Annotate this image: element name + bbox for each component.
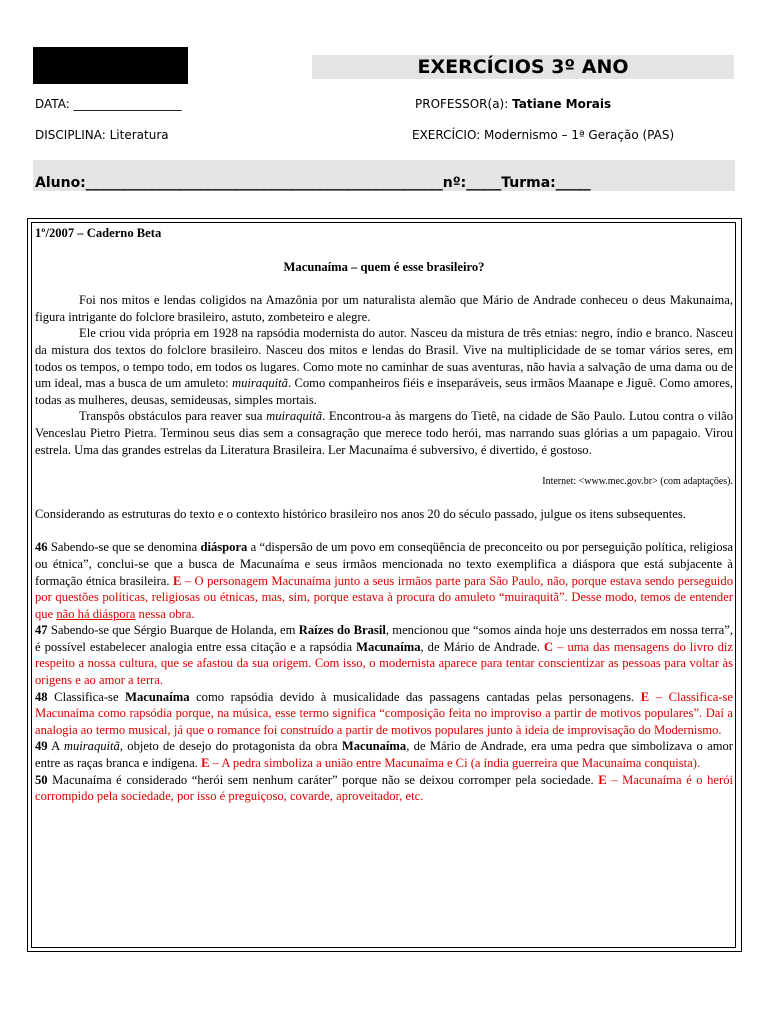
paragraph-2-text-end: . Como companheiros fiéis e inseparáveis, seus irmãos Maanape e Jiguê. Como amores, todas as mulheres, deusas, semideusas, simples mortais. xyxy=(35,376,733,407)
subject-field: DISCIPLINA: Literatura xyxy=(35,128,169,142)
professor-name: Tatiane Morais xyxy=(512,97,612,111)
question-text: como rapsódia devido à musicalidade das passagens cantadas pelas personagens. xyxy=(189,689,641,704)
answer-mark: E xyxy=(598,772,607,787)
question-text: , de Mário de Andrade, era uma pedra que simbolizava o amor entre as raças branca e indígena. xyxy=(35,739,733,771)
question-bold-term: Raízes do Brasil xyxy=(298,623,386,638)
question-text: , de Mário de Andrade. xyxy=(420,639,545,654)
question-text: Macunaíma é considerado “herói sem nenhum caráter” porque não se deixou corromper pela sociedade. xyxy=(47,772,599,787)
paragraph-1: Foi nos mitos e lendas coligidos na Amazônia por um naturalista alemão que Mário de Andrade conheceu o deus Makunaima, figura intrigante do folclore brasileiro, astuto, zombeteiro e alegre. xyxy=(35,293,733,324)
question-text: , mencionou que “somos ainda hoje uns desterrados em nossa terra”, é possível estabelecer analogia entre essa citação e a rapsódia xyxy=(35,623,733,654)
paragraph-3-text-end: . Encontrou-a às margens do Tietê, na cidade de São Paulo. Lutou contra o vilão Venceslau Pietro Pietra. Terminou seus dias sem a consagração que merece todo herói, mas narrando suas glórias a um papagaio. Virou estrela. Uma das grandes estrelas da Literatura Brasileira. Ler Macunaíma é subversivo, é divertido, é gostoso. xyxy=(35,409,733,457)
question-bold-term: Macunaíma xyxy=(341,739,407,754)
question-number: 49 xyxy=(35,739,48,754)
question-number: 50 xyxy=(35,772,48,787)
date-field: DATA: __________________ xyxy=(35,97,182,111)
question-48 xyxy=(35,689,733,739)
paragraph-2-text: Ele criou vida própria em 1928 na rapsódia modernista do autor. Nasceu da mistura de três etnias: negro, índio e branco. Nasceu da mistura dos textos do folclore brasileiro. Nasceu dos mitos e lendas do Brasil. Vive na multiplicidade de se tomar vários seres, em todos os tempos, o tempo todo, em todos os lugares. Como mote no caminhar de suas aventuras, não havia a salvação de uma dama ou de um ideal, mas a busca de um amuleto: xyxy=(35,326,733,391)
paragraph-2-italic: muiraquitã xyxy=(232,376,288,391)
exercise-field: EXERCÍCIO: Modernismo – 1ª Geração (PAS) xyxy=(412,128,675,142)
page-title: EXERCÍCIOS 3º ANO xyxy=(312,55,734,79)
question-50 xyxy=(35,772,733,805)
answer-mark: C xyxy=(544,639,554,654)
answer-text: – uma das mensagens do livro diz respeito a nossa cultura, que se afastou da sua origem. Com isso, o modernista aparece para tentar conscientizar as pessoas para voltar às origens e ao amor a terra. xyxy=(35,639,733,688)
paragraph-3-text: Transpôs obstáculos para reaver sua xyxy=(79,409,267,424)
question-number: 46 xyxy=(35,540,48,555)
question-text: a “dispersão de um povo em conseqüência de preconceito ou por perseguição política, religiosa ou étnica”, conclui-se que a busca de Macunaíma e seus irmãos mencionada no texto exemplifica a diáspora que está subjacente à formação étnica brasileira. xyxy=(35,540,733,588)
question-italic-term: muiraquitã xyxy=(63,739,120,754)
question-bold-term: Macunaíma xyxy=(125,689,190,704)
text-title: Macunaíma – quem é esse brasileiro? xyxy=(283,259,485,274)
answer-text: – Macunaíma é o herói corrompido pela sociedade, por isso é preguiçoso, covarde, aproveitador, etc. xyxy=(35,772,734,804)
instructions: Considerando as estruturas do texto e o contexto histórico brasileiro nos anos 20 do século passado, julgue os itens subsequentes. xyxy=(35,506,686,521)
answer-text: – O personagem Macunaíma junto a seus irmãos parte para São Paulo, não, porque estava sendo perseguido por questões políticas, religiosas ou étnicas, mas, sim, porque estava à procura do amuleto “muiraquitã”. Desse modo, temos de entender que xyxy=(35,573,734,621)
paragraph-3 xyxy=(35,408,733,458)
question-46 xyxy=(35,539,733,622)
question-number: 48 xyxy=(35,689,48,704)
question-text: Sabendo-se que Sérgio Buarque de Holanda, em xyxy=(47,623,299,638)
question-text: Classifica-se xyxy=(47,689,126,704)
paragraph-3-italic: muiraquitã xyxy=(266,409,323,424)
paragraph-2 xyxy=(35,325,733,408)
answer-text-end: nessa obra. xyxy=(135,606,195,621)
question-bold-term: Macunaíma xyxy=(356,639,421,654)
source-citation: Internet: <www.mec.gov.br> (com adaptações). xyxy=(542,476,733,488)
question-number: 47 xyxy=(35,623,48,638)
exam-source-heading: 1º/2007 – Caderno Beta xyxy=(35,226,162,240)
answer-text: – Classifica-se Macunaíma como rapsódia porque, na música, esse termo significa “composição feita no improviso a partir de motivos populares”. Daí a analogia ao termo musical, já que o romance foi construído a partir de motivos populares junto à ideia de improvisação do Modernismo. xyxy=(35,689,733,737)
answer-mark: E xyxy=(172,573,182,588)
answer-underlined: não há diáspora xyxy=(56,606,136,621)
exercise-content xyxy=(35,225,733,805)
question-47 xyxy=(35,622,733,688)
question-text: A xyxy=(47,739,64,754)
redaction-box xyxy=(33,47,188,84)
answer-text: – A pedra simboliza a união entre Macunaíma e Ci (a índia guerreira que Macunaíma conquista). xyxy=(209,756,701,771)
professor-field xyxy=(415,97,611,111)
question-49 xyxy=(35,738,733,771)
professor-label: PROFESSOR(a): xyxy=(415,97,513,111)
answer-mark: E xyxy=(640,689,650,704)
student-line: Aluno:___________________________________________________nº:_____Turma:_____ xyxy=(35,175,591,191)
question-text: Sabendo-se que se denomina xyxy=(47,540,201,555)
answer-mark: E xyxy=(201,756,210,771)
question-bold-term: diáspora xyxy=(200,540,248,555)
question-text: , objeto de desejo do protagonista da obra xyxy=(119,739,342,754)
